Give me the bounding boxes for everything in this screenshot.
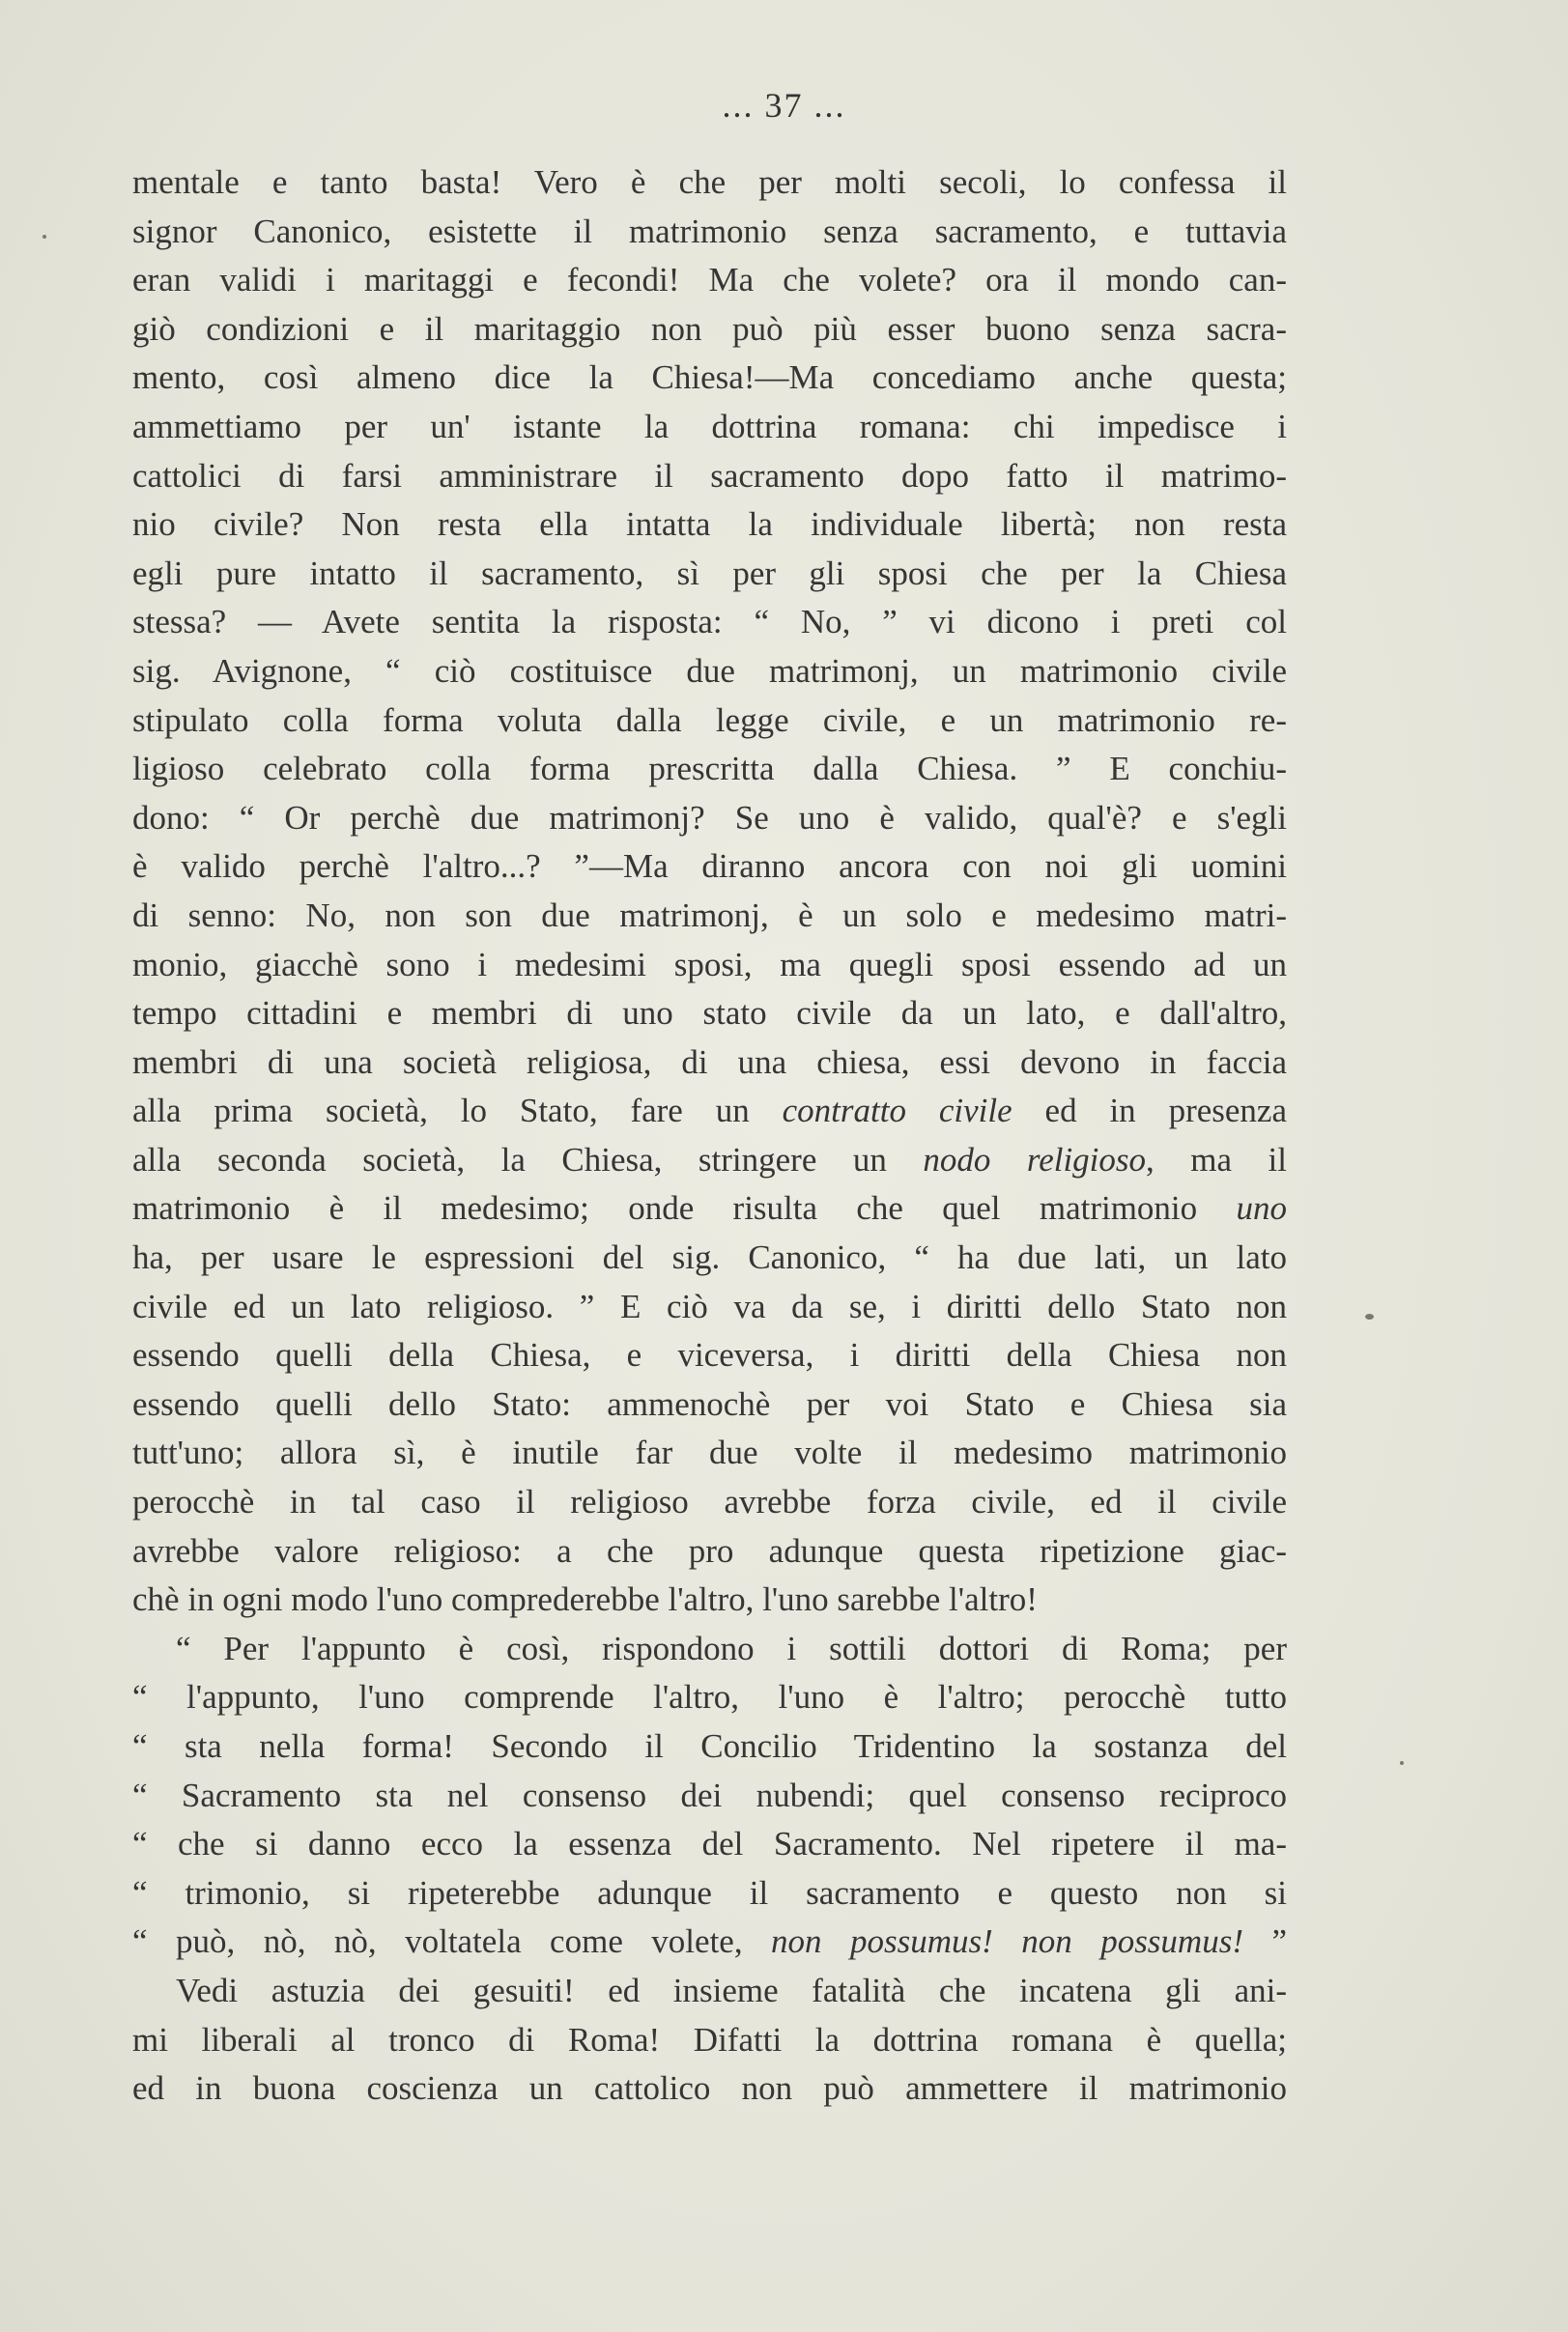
text-line	[132, 158, 1287, 208]
text-line	[132, 500, 1287, 550]
text-line	[132, 550, 1287, 599]
page-number: ... 37 ...	[722, 86, 846, 125]
text-line	[132, 1918, 1287, 1967]
text-segment: giò condizioni e il maritaggio non può più esser buono senza sacra-	[132, 309, 1287, 348]
text-line	[132, 892, 1287, 941]
italic-text: uno	[1236, 1189, 1287, 1228]
text-segment: “ che si danno ecco la essenza del Sacramento. Nel ripetere il ma-	[132, 1825, 1287, 1863]
text-line	[132, 1038, 1287, 1088]
text-segment: ha, per usare le espressioni del sig. Canonico, “ ha due lati, un lato	[132, 1238, 1287, 1277]
text-line	[132, 794, 1287, 843]
text-segment: ammettiamo per un' istante la dottrina romana: chi impedisce i	[132, 407, 1287, 445]
text-line	[132, 647, 1287, 697]
text-segment: nio civile? Non resta ella intatta la individuale libertà; non resta	[132, 505, 1287, 544]
text-segment: essendo quelli dello Stato: ammenochè per voi Stato e Chiesa sia	[132, 1384, 1287, 1423]
text-line	[132, 2016, 1287, 2065]
text-line	[132, 1283, 1287, 1332]
text-line	[132, 1772, 1287, 1821]
text-segment: alla seconda società, la Chiesa, stringere un	[132, 1140, 924, 1179]
italic-text: contratto civile	[782, 1092, 1012, 1130]
text-segment: chè in ogni modo l'uno comprederebbe l'altro, l'uno sarebbe l'altro!	[132, 1580, 1038, 1619]
text-line	[132, 1967, 1287, 2016]
text-segment: mento, così almeno dice la Chiesa!—Ma concediamo anche questa;	[132, 358, 1287, 397]
text-line	[132, 1234, 1287, 1283]
text-line	[132, 941, 1287, 990]
text-segment: alla prima società, lo Stato, fare un	[132, 1092, 783, 1130]
print-speck	[1365, 1314, 1374, 1320]
text-line	[132, 1820, 1287, 1869]
text-segment: matrimonio è il medesimo; onde risulta che quel matrimonio	[132, 1189, 1237, 1228]
text-segment: eran validi i maritaggi e fecondi! Ma che volete? ora il mondo can-	[132, 261, 1287, 299]
text-line	[132, 1673, 1287, 1722]
print-speck	[43, 235, 46, 239]
text-segment: signor Canonico, esistette il matrimonio senza sacramento, e tuttavia	[132, 212, 1287, 250]
body-text	[132, 158, 1287, 2114]
text-line	[132, 403, 1287, 452]
text-line	[132, 256, 1287, 305]
text-line	[132, 1380, 1287, 1430]
text-segment: di senno: No, non son due matrimonj, è un solo e medesimo matri-	[132, 896, 1287, 934]
text-segment: ed in buona coscienza un cattolico non può ammettere il matrimonio	[132, 2069, 1287, 2108]
text-segment: ”	[1242, 1922, 1287, 1961]
text-segment: “ sta nella forma! Secondo il Concilio Tridentino la sostanza del	[132, 1727, 1287, 1765]
text-segment: “ Sacramento sta nel consenso dei nubendi; quel consenso reciproco	[132, 1776, 1287, 1814]
text-segment: sig. Avignone, “ ciò costituisce due matrimonj, un matrimonio civile	[132, 651, 1287, 690]
text-line	[132, 598, 1287, 647]
text-segment: “ Per l'appunto è così, rispondono i sottili dottori di Roma; per	[176, 1629, 1287, 1667]
text-line	[132, 305, 1287, 355]
text-line	[132, 1478, 1287, 1527]
text-line	[132, 1184, 1287, 1234]
text-line	[132, 354, 1287, 403]
text-line	[132, 745, 1287, 794]
italic-text: non possumus! non possumus!	[771, 1922, 1243, 1961]
text-segment: dono: “ Or perchè due matrimonj? Se uno è valido, qual'è? e s'egli	[132, 798, 1287, 837]
text-segment: “ l'appunto, l'uno comprende l'altro, l'uno è l'altro; perocchè tutto	[132, 1678, 1287, 1717]
text-line	[132, 1429, 1287, 1478]
text-segment: civile ed un lato religioso. ” E ciò va da se, i diritti dello Stato non	[132, 1287, 1287, 1325]
text-line	[132, 697, 1287, 746]
text-line	[132, 842, 1287, 892]
text-segment: è valido perchè l'altro...? ”—Ma diranno ancora con noi gli uomini	[132, 847, 1287, 886]
text-line	[132, 208, 1287, 257]
text-segment: stessa? — Avete sentita la risposta: “ No, ” vi dicono i preti col	[132, 603, 1287, 641]
text-segment: ed in presenza	[1012, 1092, 1287, 1130]
text-line	[132, 989, 1287, 1038]
italic-text: nodo religioso	[923, 1140, 1147, 1179]
text-segment: Vedi astuzia dei gesuiti! ed insieme fatalità che incatena gli ani-	[176, 1971, 1287, 2009]
text-segment: stipulato colla forma voluta dalla legge civile, e un matrimonio re-	[132, 700, 1287, 739]
text-segment: essendo quelli della Chiesa, e viceversa, i diritti della Chiesa non	[132, 1336, 1287, 1375]
print-speck	[1400, 1761, 1404, 1765]
text-line	[132, 1576, 1287, 1625]
text-segment: mentale e tanto basta! Vero è che per molti secoli, lo confessa il	[132, 163, 1287, 201]
text-segment: “ può, nò, nò, voltatela come volete,	[132, 1922, 772, 1961]
text-line	[132, 1331, 1287, 1380]
text-line	[132, 2064, 1287, 2114]
text-segment: “ trimonio, si ripeterebbe adunque il sacramento e questo non si	[132, 1873, 1287, 1912]
text-line	[132, 452, 1287, 501]
text-line	[132, 1136, 1287, 1185]
text-line	[132, 1722, 1287, 1772]
text-segment: monio, giacchè sono i medesimi sposi, ma quegli sposi essendo ad un	[132, 945, 1287, 983]
text-segment: egli pure intatto il sacramento, sì per gli sposi che per la Chiesa	[132, 554, 1287, 592]
text-segment: avrebbe valore religioso: a che pro adunque questa ripetizione giac-	[132, 1531, 1287, 1570]
text-segment: ligioso celebrato colla forma prescritta dalla Chiesa. ” E conchiu-	[132, 750, 1287, 788]
text-segment: cattolici di farsi amministrare il sacramento dopo fatto il matrimo-	[132, 456, 1287, 495]
text-segment: tutt'uno; allora sì, è inutile far due volte il medesimo matrimonio	[132, 1434, 1287, 1472]
text-line	[132, 1527, 1287, 1577]
text-segment: mi liberali al tronco di Roma! Difatti la dottrina romana è quella;	[132, 2020, 1287, 2059]
text-line	[132, 1869, 1287, 1919]
text-segment: , ma il	[1146, 1140, 1287, 1179]
text-line	[132, 1087, 1287, 1136]
text-segment: perocchè in tal caso il religioso avrebbe forza civile, ed il civile	[132, 1483, 1287, 1521]
text-segment: membri di una società religiosa, di una chiesa, essi devono in faccia	[132, 1042, 1287, 1081]
text-line	[132, 1625, 1287, 1674]
text-segment: tempo cittadini e membri di uno stato civile da un lato, e dall'altro,	[132, 994, 1287, 1033]
